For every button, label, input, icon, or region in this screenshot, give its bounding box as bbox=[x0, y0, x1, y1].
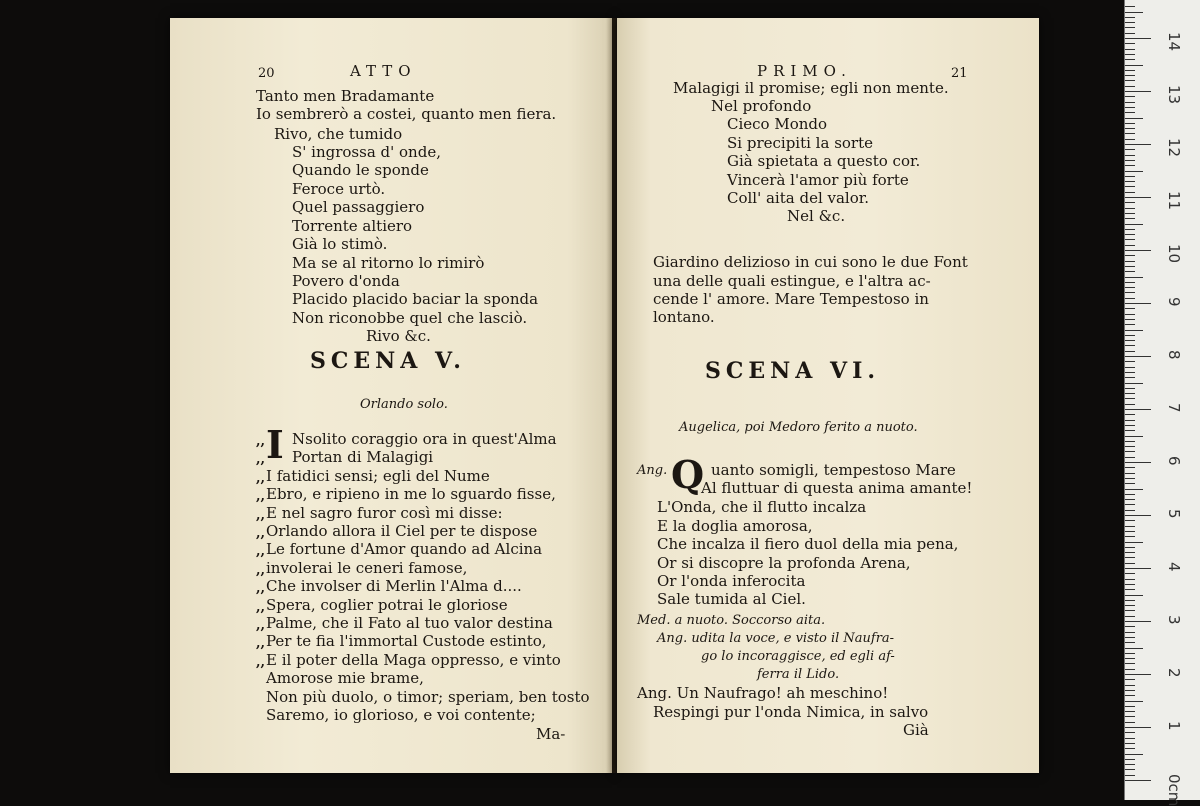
ruler-tick bbox=[1125, 49, 1135, 50]
ruler-tick bbox=[1125, 165, 1135, 166]
recit-line: Per te fia l'immortal Custode estinto, bbox=[266, 632, 547, 650]
ruler-label: 0cm bbox=[1165, 774, 1183, 806]
recit-line: Le fortune d'Amor quando ad Alcina bbox=[266, 540, 543, 558]
ruler-tick bbox=[1125, 663, 1135, 664]
ruler-tick bbox=[1125, 536, 1135, 537]
recit-line: Nsolito coraggio ora in quest'Alma bbox=[292, 430, 557, 448]
ruler-tick bbox=[1125, 732, 1135, 733]
recit-line: E il poter della Maga oppresso, e vinto bbox=[266, 651, 561, 669]
ruler-tick bbox=[1125, 748, 1135, 749]
stage-line: Ang. udita la voce, e visto il Naufra- bbox=[657, 631, 895, 646]
ruler-label: 1 bbox=[1165, 721, 1183, 731]
ruler-tick bbox=[1125, 181, 1135, 182]
ruler-tick bbox=[1125, 91, 1151, 92]
ruler-tick bbox=[1125, 621, 1151, 622]
recit-line: E nel sagro furor così mi disse: bbox=[266, 504, 503, 522]
ruler-tick bbox=[1125, 112, 1135, 113]
ruler-tick bbox=[1125, 314, 1135, 315]
quote-mark: ,, bbox=[256, 544, 266, 559]
ruler-tick bbox=[1125, 383, 1143, 384]
ruler-tick bbox=[1125, 86, 1135, 87]
ruler-tick bbox=[1125, 520, 1135, 521]
catchword: Ma- bbox=[536, 725, 566, 743]
ruler-tick bbox=[1125, 557, 1135, 558]
ruler-tick bbox=[1125, 59, 1135, 60]
ruler-tick bbox=[1125, 33, 1135, 34]
ruler-tick bbox=[1125, 271, 1135, 272]
ruler-tick bbox=[1125, 298, 1135, 299]
ruler-label: 6 bbox=[1165, 456, 1183, 466]
measuring-ruler bbox=[1124, 0, 1200, 806]
setting-line: lontano. bbox=[653, 308, 715, 326]
ruler-tick bbox=[1125, 573, 1135, 574]
ruler-tick bbox=[1125, 462, 1151, 463]
ruler-tick bbox=[1125, 229, 1135, 230]
left-page bbox=[170, 18, 612, 773]
ruler-tick bbox=[1125, 245, 1135, 246]
ruler-tick bbox=[1125, 102, 1135, 103]
ruler-tick bbox=[1125, 722, 1135, 723]
ruler-tick bbox=[1125, 319, 1135, 320]
ruler-tick bbox=[1125, 404, 1135, 405]
ruler-tick bbox=[1125, 430, 1135, 431]
verse-line: Già lo stimò. bbox=[292, 235, 388, 253]
ruler-tick bbox=[1125, 568, 1151, 569]
ruler-tick bbox=[1125, 542, 1143, 543]
ruler-tick bbox=[1125, 526, 1135, 527]
ruler-tick bbox=[1125, 324, 1135, 325]
ruler-tick bbox=[1125, 441, 1135, 442]
quote-mark: ,, bbox=[256, 471, 266, 486]
ruler-tick bbox=[1125, 149, 1135, 150]
quote-mark: ,, bbox=[256, 636, 266, 651]
recit-line: Palme, che il Fato al tuo valor destina bbox=[266, 614, 553, 632]
running-header: ATTO bbox=[350, 62, 417, 80]
ruler-tick bbox=[1125, 107, 1135, 108]
recit-line: Or l'onda inferocita bbox=[657, 572, 806, 590]
recit-line: Che involser di Merlin l'Alma d.... bbox=[266, 577, 522, 595]
ruler-label: 14 bbox=[1165, 32, 1183, 52]
verse-line: Vincerà l'amor più forte bbox=[727, 171, 909, 189]
ruler-tick bbox=[1125, 144, 1151, 145]
ruler-tick bbox=[1125, 563, 1135, 564]
character-line: Orlando solo. bbox=[360, 397, 448, 412]
ruler-tick bbox=[1125, 446, 1135, 447]
scene-title: SCENA VI. bbox=[705, 358, 881, 384]
ruler-tick bbox=[1125, 133, 1135, 134]
ruler-label: 11 bbox=[1165, 191, 1183, 211]
ruler-tick bbox=[1125, 504, 1135, 505]
ruler-tick bbox=[1125, 584, 1135, 585]
ruler-tick bbox=[1125, 616, 1135, 617]
ruler-tick bbox=[1125, 457, 1135, 458]
recit-line: Portan di Malagigi bbox=[292, 448, 434, 466]
verse-line: Rivo &c. bbox=[366, 327, 431, 345]
ruler-tick bbox=[1125, 123, 1135, 124]
ruler-tick bbox=[1125, 695, 1135, 696]
ruler-tick bbox=[1125, 208, 1135, 209]
ruler-label: 12 bbox=[1165, 138, 1183, 158]
ruler-tick bbox=[1125, 653, 1135, 654]
ruler-tick bbox=[1125, 218, 1135, 219]
ruler-label: 5 bbox=[1165, 509, 1183, 519]
ruler-tick bbox=[1125, 224, 1143, 225]
ruler-tick bbox=[1125, 282, 1135, 283]
drop-cap: I bbox=[266, 422, 284, 467]
catchword: Già bbox=[903, 721, 929, 739]
ruler-tick bbox=[1125, 420, 1135, 421]
verse-line: Si precipiti la sorte bbox=[727, 134, 873, 152]
ruler-tick bbox=[1125, 6, 1135, 7]
ruler-label: 8 bbox=[1165, 350, 1183, 360]
ruler-tick bbox=[1125, 213, 1135, 214]
quote-mark: ,, bbox=[256, 581, 266, 596]
ruler-tick bbox=[1125, 340, 1135, 341]
recit-line: I fatidici sensi; egli del Nume bbox=[266, 467, 490, 485]
ruler-tick bbox=[1125, 186, 1135, 187]
ruler-tick bbox=[1125, 255, 1135, 256]
ruler-tick bbox=[1125, 398, 1135, 399]
ruler-tick bbox=[1125, 303, 1151, 304]
ruler-tick bbox=[1125, 409, 1151, 410]
ruler-tick bbox=[1125, 12, 1143, 13]
ruler-tick bbox=[1125, 738, 1135, 739]
ruler-tick bbox=[1125, 250, 1151, 251]
quote-mark: ,, bbox=[256, 600, 266, 615]
verse-line: Malagigi il promise; egli non mente. bbox=[673, 79, 949, 97]
ruler-label: 9 bbox=[1165, 297, 1183, 307]
speaker-line: Ang. Un Naufrago! ah meschino! bbox=[637, 684, 889, 702]
ruler-tick bbox=[1125, 690, 1135, 691]
ruler-tick bbox=[1125, 118, 1143, 119]
ruler-tick bbox=[1125, 701, 1143, 702]
ruler-tick bbox=[1125, 473, 1135, 474]
ruler-tick bbox=[1125, 658, 1135, 659]
quote-mark: ,, bbox=[256, 526, 266, 541]
verse-line: Quel passaggiero bbox=[292, 198, 425, 216]
ruler-tick bbox=[1125, 38, 1151, 39]
quote-mark: ,, bbox=[256, 508, 266, 523]
ruler-tick bbox=[1125, 711, 1135, 712]
ruler-tick bbox=[1125, 261, 1135, 262]
ruler-tick bbox=[1125, 494, 1135, 495]
ruler-tick bbox=[1125, 335, 1135, 336]
verse-line: Feroce urtò. bbox=[292, 180, 386, 198]
ruler-tick bbox=[1125, 54, 1135, 55]
ruler-tick bbox=[1125, 579, 1135, 580]
ruler-tick bbox=[1125, 759, 1135, 760]
verse-line: Non riconobbe quel che lasciò. bbox=[292, 309, 528, 327]
recit-line: involerai le ceneri famose, bbox=[266, 559, 468, 577]
ruler-tick bbox=[1125, 27, 1135, 28]
ruler-tick bbox=[1125, 287, 1135, 288]
recit-line: Al fluttuar di questa anima amante! bbox=[701, 479, 973, 497]
ruler-tick bbox=[1125, 139, 1135, 140]
scene-title: SCENA V. bbox=[310, 348, 466, 374]
quote-mark: ,, bbox=[256, 563, 266, 578]
ruler-tick bbox=[1125, 70, 1135, 71]
ruler-tick bbox=[1125, 605, 1135, 606]
ruler-tick bbox=[1125, 330, 1143, 331]
ruler-tick bbox=[1125, 160, 1135, 161]
ruler-tick bbox=[1125, 239, 1135, 240]
character-line: Augelica, poi Medoro ferito a nuoto. bbox=[679, 420, 918, 435]
ruler-tick bbox=[1125, 552, 1135, 553]
ruler-tick bbox=[1125, 685, 1135, 686]
recit-line: Non più duolo, o timor; speriam, ben tosto bbox=[266, 688, 590, 706]
ruler-tick bbox=[1125, 65, 1143, 66]
drop-cap: Q bbox=[671, 452, 705, 497]
ruler-tick bbox=[1125, 425, 1135, 426]
verse-line: Ma se al ritorno lo rimirò bbox=[292, 254, 485, 272]
setting-line: Giardino delizioso in cui sono le due Font bbox=[653, 253, 968, 271]
quote-mark: ,, bbox=[256, 452, 266, 467]
recit-line: Amorose mie brame, bbox=[266, 669, 424, 687]
ruler-tick bbox=[1125, 727, 1151, 728]
stage-line: ferra il Lido. bbox=[757, 667, 840, 682]
ruler-tick bbox=[1125, 600, 1135, 601]
ruler-tick bbox=[1125, 632, 1135, 633]
recit-line: L'Onda, che il flutto incalza bbox=[657, 498, 867, 516]
ruler-tick bbox=[1125, 626, 1135, 627]
running-header: PRIMO. bbox=[757, 62, 852, 80]
ruler-tick bbox=[1125, 679, 1135, 680]
setting-line: una delle quali estingue, e l'altra ac- bbox=[653, 272, 931, 290]
ruler-tick bbox=[1125, 96, 1135, 97]
page-number: 20 bbox=[258, 66, 275, 81]
ruler-label: 2 bbox=[1165, 668, 1183, 678]
verse-line: Torrente altiero bbox=[292, 217, 413, 235]
ruler-tick bbox=[1125, 775, 1135, 776]
ruler-tick bbox=[1125, 393, 1135, 394]
ruler-tick bbox=[1125, 155, 1135, 156]
ruler-tick bbox=[1125, 674, 1151, 675]
speaker-label: Ang. bbox=[637, 463, 668, 478]
ruler-tick bbox=[1125, 192, 1135, 193]
ruler-tick bbox=[1125, 642, 1135, 643]
ruler-tick bbox=[1125, 467, 1135, 468]
recit-line: Sale tumida al Ciel. bbox=[657, 590, 806, 608]
ruler-tick bbox=[1125, 176, 1135, 177]
ruler-tick bbox=[1125, 547, 1135, 548]
ruler-label: 3 bbox=[1165, 615, 1183, 625]
recit-line: Che incalza il fiero duol della mia pena, bbox=[657, 535, 959, 553]
ruler-tick bbox=[1125, 637, 1135, 638]
ruler-tick bbox=[1125, 769, 1135, 770]
ruler-tick bbox=[1125, 754, 1143, 755]
ruler-tick bbox=[1125, 589, 1135, 590]
right-page bbox=[617, 18, 1039, 773]
recit-line: uanto somigli, tempestoso Mare bbox=[711, 461, 956, 479]
verse-line: Povero d'onda bbox=[292, 272, 400, 290]
ruler-tick bbox=[1125, 451, 1135, 452]
recit-line: Ebro, e ripieno in me lo sguardo fisse, bbox=[266, 485, 556, 503]
verse-line: Tanto men Bradamante bbox=[256, 87, 435, 105]
ruler-tick bbox=[1125, 610, 1135, 611]
ruler-tick bbox=[1125, 292, 1135, 293]
verse-line: S' ingrossa d' onde, bbox=[292, 143, 441, 161]
quote-mark: ,, bbox=[256, 434, 266, 449]
ruler-tick bbox=[1125, 367, 1135, 368]
ruler-tick bbox=[1125, 436, 1143, 437]
ruler-tick bbox=[1125, 80, 1135, 81]
recit-line: Spera, coglier potrai le gloriose bbox=[266, 596, 508, 614]
ruler-tick bbox=[1125, 356, 1151, 357]
ruler-tick bbox=[1125, 75, 1135, 76]
ruler-tick bbox=[1125, 266, 1135, 267]
verse-line: Coll' aita del valor. bbox=[727, 189, 870, 207]
stage-line: go lo incoraggisce, ed egli af- bbox=[701, 649, 895, 664]
ruler-tick bbox=[1125, 499, 1135, 500]
quote-mark: ,, bbox=[256, 655, 266, 670]
recit-line: Orlando allora il Ciel per te dispose bbox=[266, 522, 538, 540]
speaker-line: Med. a nuoto. Soccorso aita. bbox=[637, 613, 826, 628]
ruler-tick bbox=[1125, 128, 1135, 129]
verse-line: Nel profondo bbox=[711, 97, 812, 115]
ruler-label: 7 bbox=[1165, 403, 1183, 413]
ruler-tick bbox=[1125, 388, 1135, 389]
quote-mark: ,, bbox=[256, 489, 266, 504]
verse-line: Già spietata a questo cor. bbox=[727, 152, 921, 170]
ruler-tick bbox=[1125, 43, 1135, 44]
ruler-tick bbox=[1125, 648, 1143, 649]
ruler-tick bbox=[1125, 706, 1135, 707]
ruler-tick bbox=[1125, 202, 1135, 203]
recit-line: E la doglia amorosa, bbox=[657, 517, 813, 535]
ruler-tick bbox=[1125, 308, 1135, 309]
ruler-tick bbox=[1125, 478, 1135, 479]
ruler-label: 13 bbox=[1165, 85, 1183, 105]
ruler-tick bbox=[1125, 414, 1135, 415]
verse-line: Nel &c. bbox=[787, 207, 846, 225]
page-number: 21 bbox=[951, 66, 968, 81]
recit-line: Respingi pur l'onda Nimica, in salvo bbox=[653, 703, 929, 721]
ruler-tick bbox=[1125, 510, 1135, 511]
ruler-tick bbox=[1125, 764, 1135, 765]
ruler-tick bbox=[1125, 22, 1135, 23]
ruler-tick bbox=[1125, 234, 1135, 235]
ruler-tick bbox=[1125, 351, 1135, 352]
ruler-tick bbox=[1125, 372, 1135, 373]
ruler-tick bbox=[1125, 595, 1143, 596]
ruler-tick bbox=[1125, 489, 1143, 490]
ruler-tick bbox=[1125, 515, 1151, 516]
setting-line: cende l' amore. Mare Tempestoso in bbox=[653, 290, 929, 308]
recit-line: Or si discopre la profonda Arena, bbox=[657, 554, 911, 572]
verse-line: Cieco Mondo bbox=[727, 115, 828, 133]
ruler-label: 4 bbox=[1165, 562, 1183, 572]
ruler-tick bbox=[1125, 361, 1135, 362]
ruler-tick bbox=[1125, 716, 1135, 717]
ruler-tick bbox=[1125, 743, 1135, 744]
ruler-tick bbox=[1125, 345, 1135, 346]
ruler-tick bbox=[1125, 197, 1151, 198]
verse-line: Io sembrerò a costei, quanto men fiera. bbox=[256, 105, 557, 123]
ruler-tick bbox=[1125, 483, 1135, 484]
ruler-tick bbox=[1125, 377, 1135, 378]
ruler-label: 10 bbox=[1165, 244, 1183, 264]
verse-line: Placido placido baciar la sponda bbox=[292, 290, 539, 308]
ruler-tick bbox=[1125, 780, 1151, 781]
ruler-tick bbox=[1125, 277, 1143, 278]
ruler-tick bbox=[1125, 171, 1143, 172]
ruler-tick bbox=[1125, 531, 1135, 532]
recit-line: Saremo, io glorioso, e voi contente; bbox=[266, 706, 536, 724]
ruler-tick bbox=[1125, 17, 1135, 18]
quote-mark: ,, bbox=[256, 618, 266, 633]
verse-line: Quando le sponde bbox=[292, 161, 429, 179]
ruler-tick bbox=[1125, 669, 1135, 670]
verse-line: Rivo, che tumido bbox=[274, 125, 403, 143]
